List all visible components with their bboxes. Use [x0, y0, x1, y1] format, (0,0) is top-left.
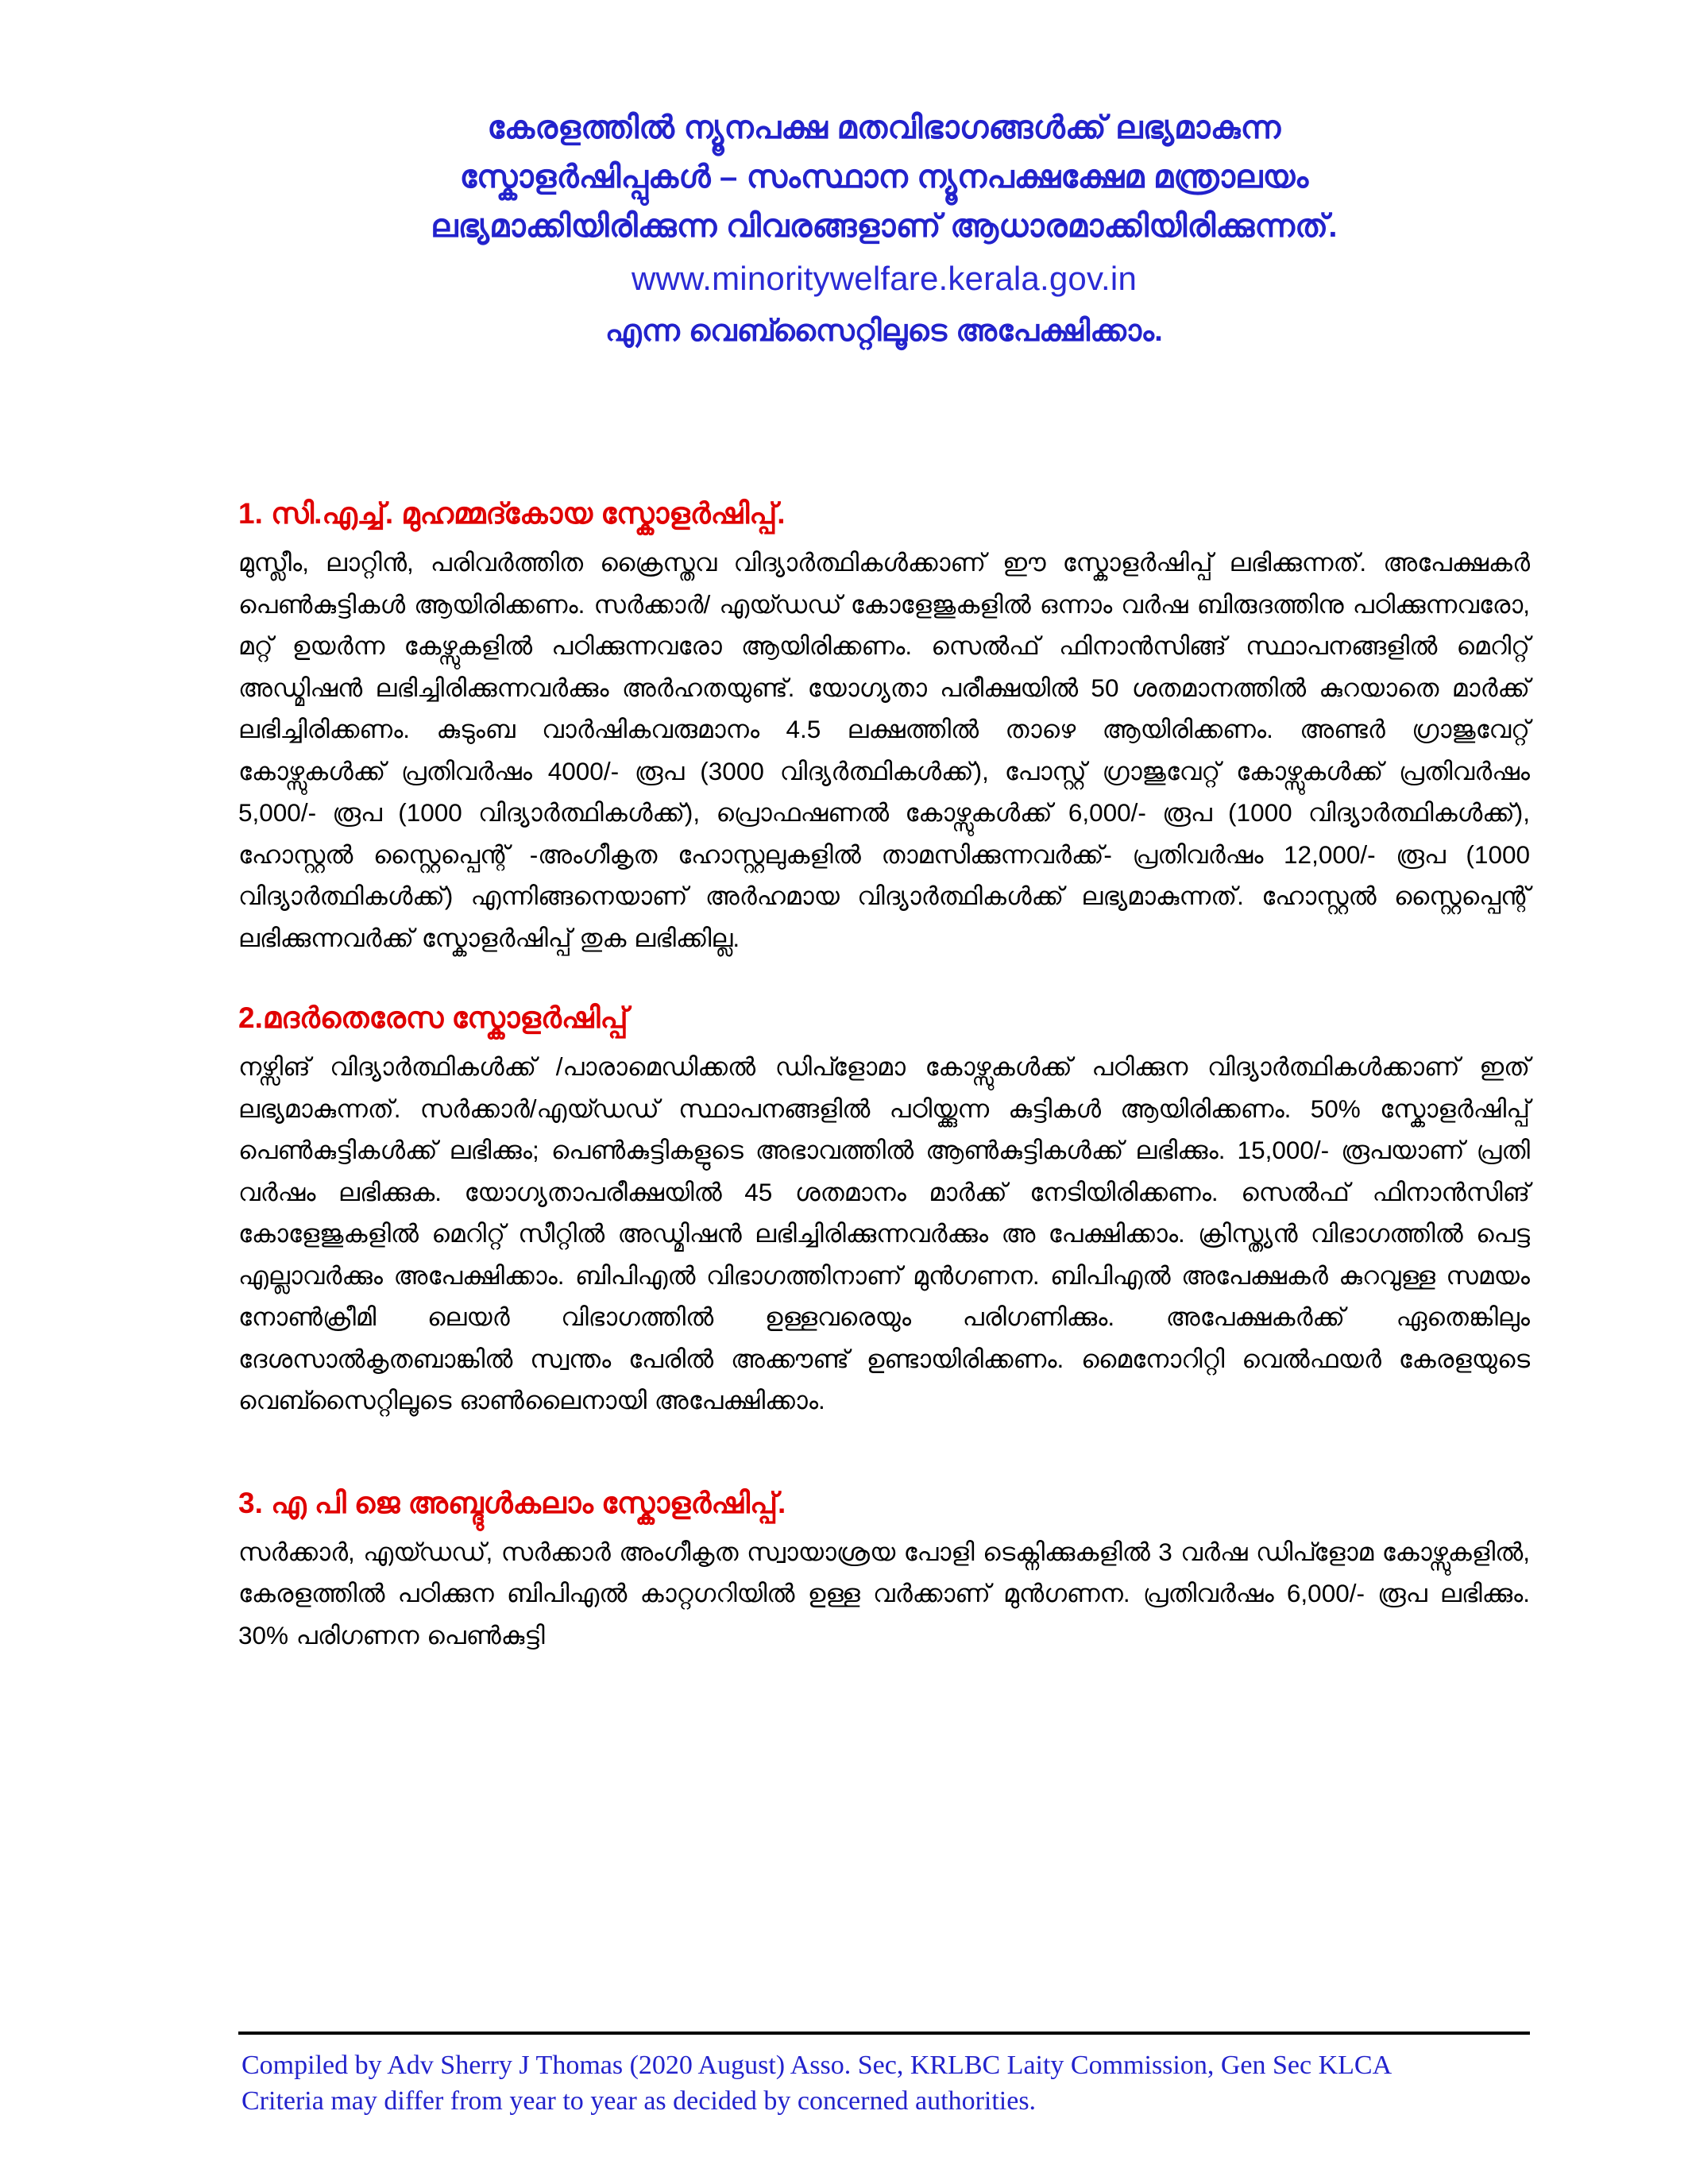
title-line-3: ലഭ്യമാക്കിയിരിക്കുന്ന വിവരങ്ങളാണ് ആധാരമാക്കിയിരിക്കുന്നത്.	[431, 209, 1338, 244]
section-1-body: മുസ്ലീം, ലാറ്റിൻ, പരിവർത്തിത ക്രൈസ്തവ വിദ്യാർത്ഥികൾക്കാണ് ഈ സ്കോളർഷിപ്പ് ലഭിക്കുന്നത്. അപേക്ഷകർ പെൺകുട്ടികൾ ആയിരിക്കണം. സർക്കാർ/ എയ്ഡഡ് കോളേജുകളിൽ ഒന്നാം വർഷ ബിരുദത്തിനു പഠിക്കുന്നവരോ, മറ്റ് ഉയർന്ന കേഴ്സുകളിൽ പഠിക്കുന്നവരോ ആയിരിക്കണം. സെൽഫ് ഫിനാൻസിങ്ങ് സ്ഥാപനങ്ങളിൽ മെറിറ്റ് അഡ്മിഷൻ ലഭിച്ചിരിക്കുന്നവർക്കും അർഹതയുണ്ട്. യോഗ്യതാ പരീക്ഷയിൽ 50 ശതമാനത്തിൽ കുറയാതെ മാർക്ക് ലഭിച്ചിരിക്കണം. കുടുംബ വാർഷികവരുമാനം 4.5 ലക്ഷത്തിൽ താഴെ ആയിരിക്കണം. അണ്ടർ ഗ്രാജുവേറ്റ് കോഴ്സുകൾക്ക് പ്രതിവർഷം 4000/- രൂപ (3000 വിദ്യർത്ഥികൾക്ക്), പോസ്റ്റ് ഗ്രാജുവേറ്റ് കോഴ്സുകൾക്ക് പ്രതിവർഷം 5,000/- രൂപ (1000 വിദ്യാർത്ഥികൾക്ക്), പ്രൊഫഷണൽ കോഴ്സുകൾക്ക് 6,000/- രൂപ (1000 വിദ്യാർത്ഥികൾക്ക്), ഹോസ്റ്റൽ സ്റ്റൈപ്പെന്റ് -അംഗീകൃത ഹോസ്റ്റലുകളിൽ താമസിക്കുന്നവർക്ക്- പ്രതിവർഷം 12,000/- രൂപ (1000 വിദ്യാർത്ഥികൾക്ക്) എന്നിങ്ങനെയാണ് അർഹമായ വിദ്യാർത്ഥികൾക്ക് ലഭ്യമാകുന്നത്. ഹോസ്റ്റൽ സ്റ്റൈപ്പെന്റ് ലഭിക്കുന്നവർക്ക് സ്കോളർഷിപ്പ് തുക ലഭിക്കില്ല.	[238, 548, 1530, 952]
footer-line-1: Compiled by Adv Sherry J Thomas (2020 August) Asso. Sec, KRLBC Laity Commission, Gen Sec KLCA	[241, 2051, 1393, 2080]
section-spacer-2	[238, 1422, 1530, 1480]
website-suffix-line: എന്ന വെബ്സൈറ്റിലൂടെ അപേക്ഷിക്കാം.	[605, 314, 1164, 348]
section-spacer-1	[238, 959, 1530, 995]
footer-line-2: Criteria may differ from year to year as decided by concerned authorities.	[241, 2086, 1037, 2116]
section-2-heading: 2.മദർതെരേസ സ്കോളർഷിപ്പ്	[238, 1001, 628, 1034]
section-3	[238, 1480, 1530, 1657]
title-line-2: സ്കോളർഷിപ്പുകൾ – സംസ്ഥാന ന്യൂനപക്ഷക്ഷേമ മന്ത്രാലയം	[459, 160, 1309, 195]
section-1-heading: 1. സി.എച്ച്. മുഹമ്മദ്കോയ സ്കോളർഷിപ്പ്.	[238, 497, 786, 530]
section-2	[238, 995, 1530, 1422]
section-1	[238, 491, 1530, 959]
title-line-1: കേരളത്തിൽ ന്യൂനപക്ഷ മതവിഭാഗങ്ങൾക്ക് ലഭ്യമാകുന്ന	[487, 110, 1281, 145]
footer	[241, 2047, 1592, 2119]
website-url[interactable]: www.minoritywelfare.kerala.gov.in	[631, 260, 1138, 297]
document-title-block	[238, 103, 1530, 356]
section-2-body: നഴ്സിങ് വിദ്യാർത്ഥികൾക്ക് /പാരാമെഡിക്കൽ ഡിപ്ളോമാ കോഴ്സുകൾക്ക് പഠിക്കുന വിദ്യാർത്ഥികൾക്കാണ് ഇത് ലഭ്യമാകുന്നത്. സർക്കാർ/എയ്ഡഡ് സ്ഥാപനങ്ങളിൽ പഠിയ്ക്കുന്ന കുട്ടികൾ ആയിരിക്കണം. 50% സ്കോളർഷിപ്പ് പെൺകുട്ടികൾക്ക് ലഭിക്കും; പെൺകുട്ടികളുടെ അഭാവത്തിൽ ആൺകുട്ടികൾക്ക് ലഭിക്കും. 15,000/- രൂപയാണ് പ്രതി വർഷം ലഭിക്കുക. യോഗ്യതാപരീക്ഷയിൽ 45 ശതമാനം മാർക്ക് നേടിയിരിക്കണം. സെൽഫ് ഫിനാൻസിങ് കോളേജുകളിൽ മെറിറ്റ് സീറ്റിൽ അഡ്മിഷൻ ലഭിച്ചിരിക്കുന്നവർക്കും അ പേക്ഷിക്കാം. ക്രിസ്ത്യൻ വിഭാഗത്തിൽ പെട്ട എല്ലാവർക്കും അപേക്ഷിക്കാം. ബിപിഎൽ വിഭാഗത്തിനാണ് മുൻഗണന. ബിപിഎൽ അപേക്ഷകർ കുറവുള്ള സമയം നോൺക്രീമി ലെയർ വിഭാഗത്തിൽ ഉള്ളവരെയും പരിഗണിക്കും. അപേക്ഷകർക്ക് ഏതെങ്കിലും ദേശസാൽകൃതബാങ്കിൽ സ്വന്തം പേരിൽ അക്കൗണ്ട് ഉണ്ടായിരിക്കണം. മൈനോറിറ്റി വെൽഫയർ കേരളയുടെ വെബ്സൈറ്റിലൂടെ ഓൺലൈനായി അപേക്ഷിക്കാം.	[238, 1052, 1530, 1414]
section-3-body: സർക്കാർ, എയ്ഡഡ്, സർക്കാർ അംഗീകൃത സ്വായാശ്രയ പോളി ടെക്നിക്കുകളിൽ 3 വർഷ ഡിപ്ളോമ കോഴ്സുകളിൽ, കേരളത്തിൽ പഠിക്കുന ബിപിഎൽ കാറ്റഗറിയിൽ ഉള്ള വർക്കാണ് മുൻഗണന. പ്രതിവർഷം 6,000/- രൂപ ലഭിക്കും. 30% പരിഗണന പെൺകുട്ടി	[238, 1537, 1530, 1650]
section-3-heading: 3. എ പി ജെ അബ്ദുൾകലാം സ്കോളർഷിപ്പ്.	[238, 1486, 786, 1519]
document-body	[238, 491, 1530, 1656]
footer-divider	[238, 2032, 1530, 2035]
